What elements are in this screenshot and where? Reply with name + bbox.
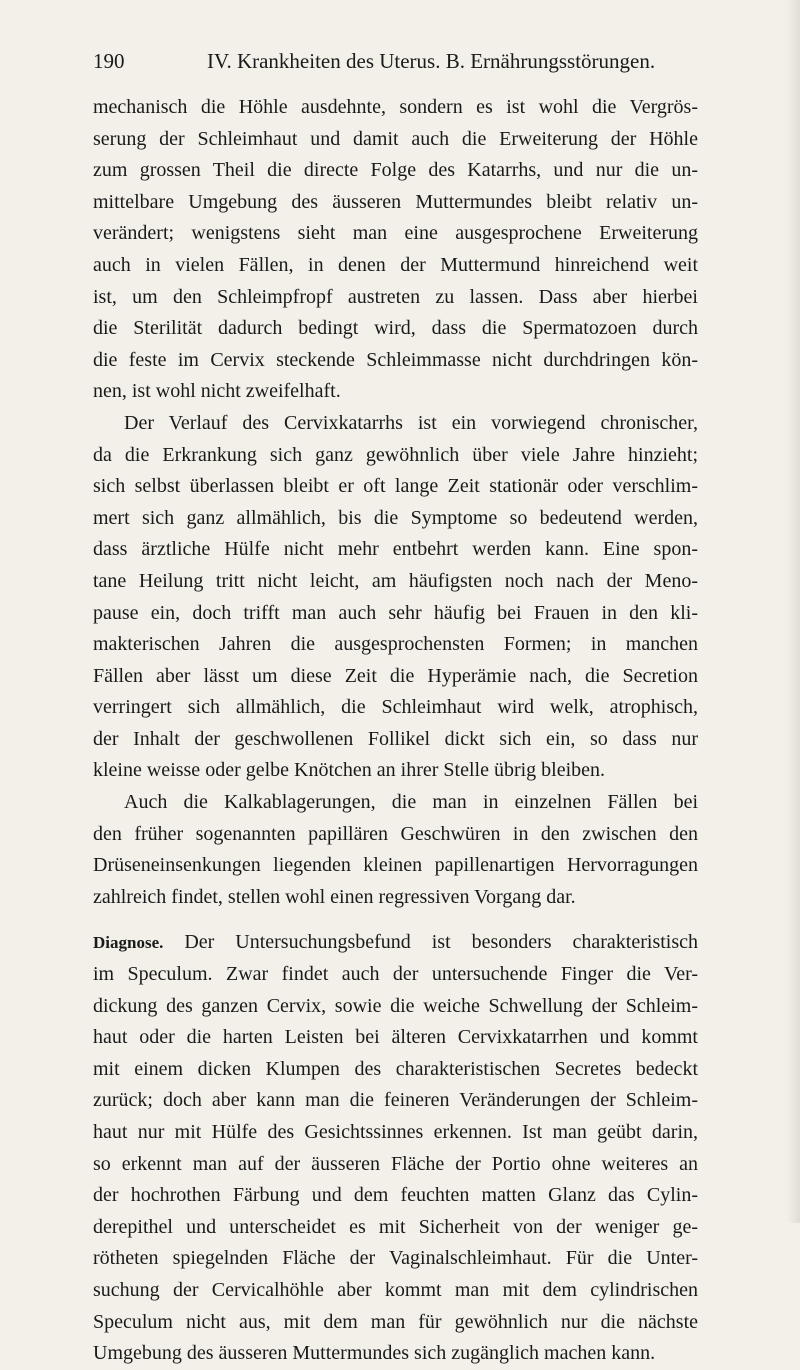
text-line: der hochrothen Färbung und dem feuchten matten Glanz das Cylin- xyxy=(93,1184,698,1207)
text-line: suchung der Cervicalhöhle aber kommt man mit dem cylindrischen xyxy=(93,1278,698,1301)
text-line: Speculum nicht aus, mit dem man für gewöhnlich nur die nächste xyxy=(93,1310,698,1333)
text-line: makterischen Jahren die ausgesprochensten Formen; in manchen xyxy=(93,633,698,656)
text-line: rötheten spiegelnden Fläche der Vaginalschleimhaut. Für die Unter- xyxy=(93,1247,698,1270)
text-line: zurück; doch aber kann man die feineren Veränderungen der Schleim- xyxy=(93,1089,698,1112)
text-line: die Sterilität dadurch bedingt wird, dass die Spermatozoen durch xyxy=(93,317,698,340)
text-line: dass ärztliche Hülfe nicht mehr entbehrt werden kann. Eine spon- xyxy=(93,538,698,561)
text-line: ist, um den Schleimpfropf austreten zu lassen. Dass aber hierbei xyxy=(93,285,698,308)
text-line: kleine weisse oder gelbe Knötchen an ihrer Stelle übrig bleiben. xyxy=(93,759,606,782)
text-line: zum grossen Theil die directe Folge des Katarrhs, und nur die un- xyxy=(93,159,698,182)
running-head: IV. Krankheiten des Uterus. B. Ernährungsstörungen. xyxy=(207,49,656,73)
text-line: auch in vielen Fällen, in denen der Muttermund hinreichend weit xyxy=(93,253,698,276)
text-line: derepithel und unterscheidet es mit Sicherheit von der weniger ge- xyxy=(93,1215,698,1238)
text-line: da die Erkrankung sich ganz gewöhnlich über viele Jahre hinzieht; xyxy=(93,443,698,466)
text-line: mechanisch die Höhle ausdehnte, sondern es ist wohl die Vergrös- xyxy=(93,96,698,118)
text-line: mittelbare Umgebung des äusseren Muttermundes bleibt relativ un- xyxy=(93,190,698,213)
text-line: tane Heilung tritt nicht leicht, am häufigsten noch nach der Meno- xyxy=(93,569,698,592)
text-line: sich selbst überlassen bleibt er oft lange Zeit stationär oder verschlim- xyxy=(93,475,698,498)
paragraph-diagnose xyxy=(93,927,698,1369)
paragraph xyxy=(93,408,698,787)
text-line: haut oder die harten Leisten bei älteren Cervixkatarrhen und kommt xyxy=(93,1026,698,1049)
text-line: verändert; wenigstens sieht man eine ausgesprochene Erweiterung xyxy=(93,222,698,245)
text-line: Auch die Kalkablagerungen, die man in einzelnen Fällen bei xyxy=(124,791,698,814)
text-line: Umgebung des äusseren Muttermundes sich zugänglich machen kann. xyxy=(93,1342,656,1365)
text-line: serung der Schleimhaut und damit auch die Erweiterung der Höhle xyxy=(93,127,698,150)
text-line: mit einem dicken Klumpen des charakteristischen Secretes bedeckt xyxy=(93,1057,698,1080)
text-line: dickung des ganzen Cervix, sowie die weiche Schwellung der Schleim- xyxy=(93,994,698,1017)
paragraph xyxy=(93,92,698,408)
text-line-content: Der Untersuchungsbefund ist besonders charakteristisch xyxy=(184,931,698,954)
page-edge-shadow xyxy=(786,0,800,1223)
paragraph xyxy=(93,787,698,913)
section-lead: Diagnose. xyxy=(93,933,164,953)
text-line: so erkennt man auf der äusseren Fläche der Portio ohne weiteres an xyxy=(93,1152,698,1175)
page-header xyxy=(93,46,698,76)
text-line: Fällen aber lässt um diese Zeit die Hyperämie nach, die Secretion xyxy=(93,664,698,687)
text-line: den früher sogenannten papillären Geschwüren in den zwischen den xyxy=(93,822,698,845)
page-number: 190 xyxy=(93,49,125,73)
text-line xyxy=(93,927,698,959)
section-gap xyxy=(93,913,698,927)
text-line: Der Verlauf des Cervixkatarrhs ist ein vorwiegend chronischer, xyxy=(124,411,698,434)
text-line: pause ein, doch trifft man auch sehr häufig bei Frauen in den kli- xyxy=(93,601,698,624)
body-text xyxy=(93,92,698,1370)
text-line: haut nur mit Hülfe des Gesichtssinnes erkennen. Ist man geübt darin, xyxy=(93,1121,698,1143)
text-line: nen, ist wohl nicht zweifelhaft. xyxy=(93,380,341,403)
text-line: die feste im Cervix steckende Schleimmasse nicht durchdringen kön- xyxy=(93,348,698,371)
text-line: der Inhalt der geschwollenen Follikel dickt sich ein, so dass nur xyxy=(93,727,698,750)
text-line: zahlreich findet, stellen wohl einen regressiven Vorgang dar. xyxy=(93,885,576,908)
text-line: im Speculum. Zwar findet auch der untersuchende Finger die Ver- xyxy=(93,963,698,986)
text-line: mert sich ganz allmählich, bis die Symptome so bedeutend werden, xyxy=(93,506,698,529)
text-line: verringert sich allmählich, die Schleimhaut wird welk, atrophisch, xyxy=(93,696,698,719)
text-line: Drüseneinsenkungen liegenden kleinen papillenartigen Hervorragungen xyxy=(93,854,698,877)
